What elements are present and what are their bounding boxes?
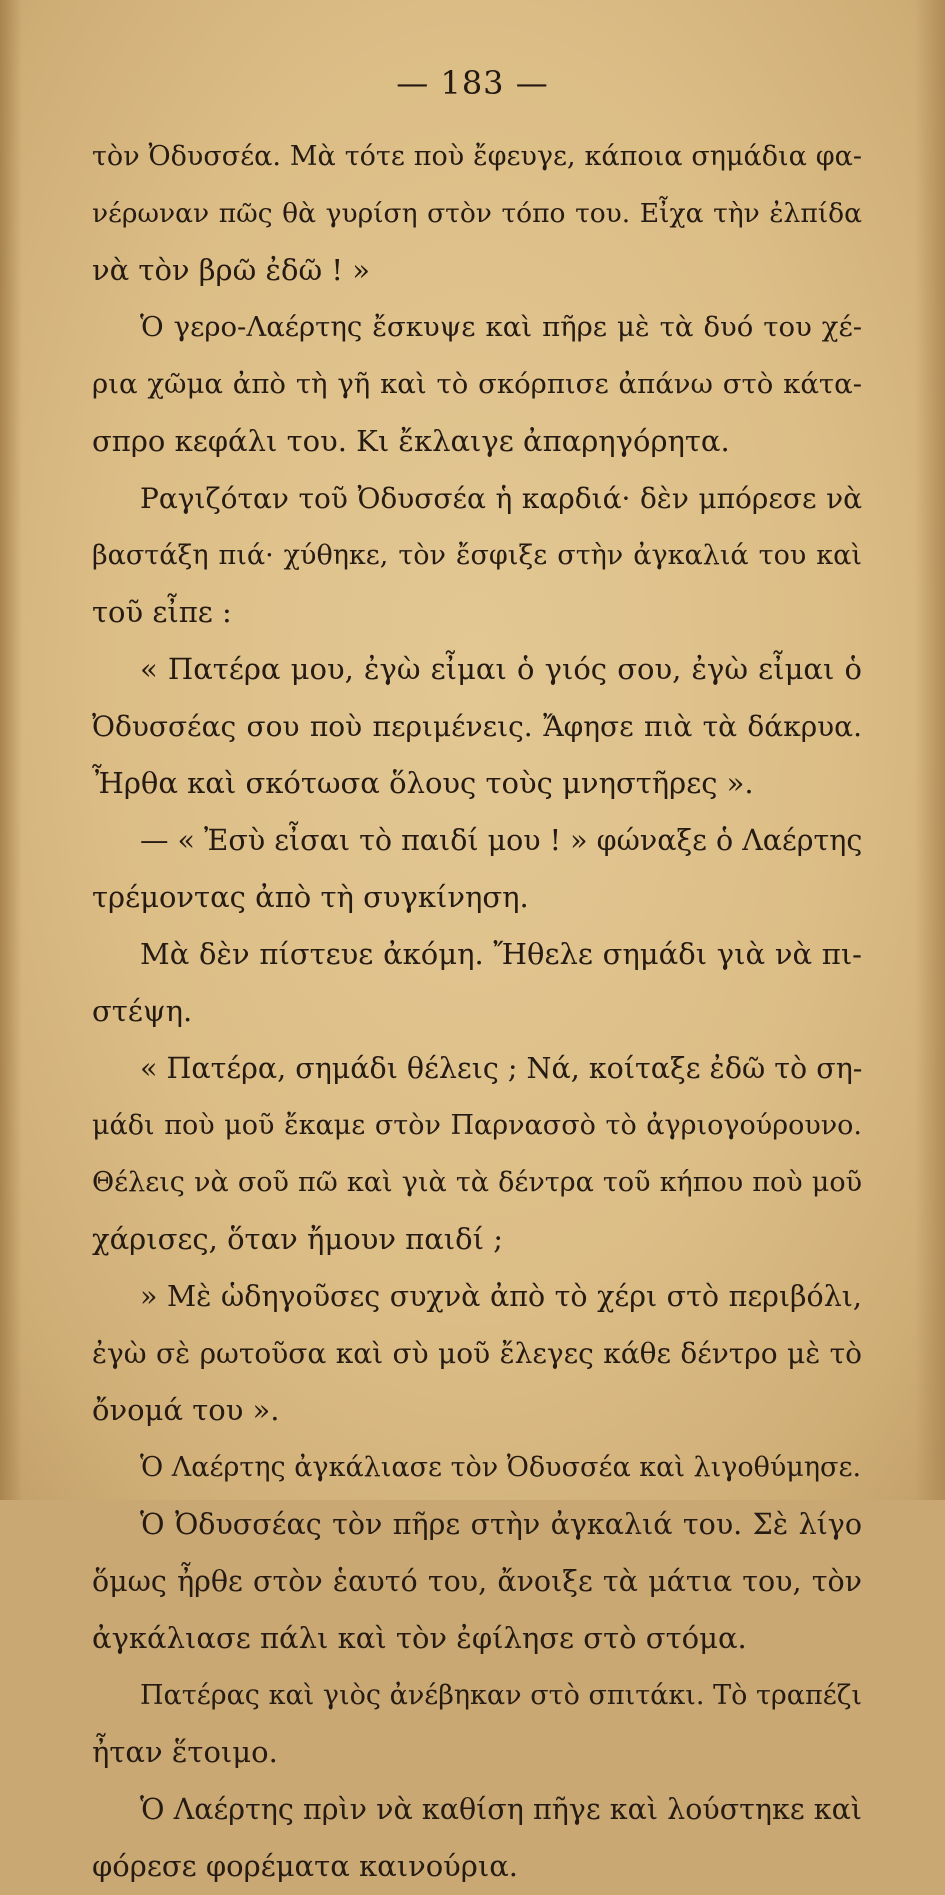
text-line: ἐγὼ σὲ ρωτοῦσα καὶ σὺ μοῦ ἔλεγες κάθε δέντρο μὲ τὸ [92,1337,862,1370]
text-line: νέρωναν πῶς θὰ γυρίση στὸν τόπο του. Εἶχα τὴν ἐλπίδα [92,198,862,229]
text-line: Ραγιζόταν τοῦ Ὀδυσσέα ἡ καρδιά· δὲν μπόρεσε νὰ [140,482,862,515]
text-line: « Πατέρα μου, ἐγὼ εἶμαι ὁ γιός σου, ἐγὼ εἶμαι ὁ [140,652,862,686]
text-line: σπρο κεφάλι του. Κι ἔκλαιγε ἀπαρηγόρητα. [92,424,730,458]
text-line: — « Ἐσὺ εἶσαι τὸ παιδί μου ! » φώναξε ὁ Λαέρτης [140,824,863,857]
text-line: Ἦρθα καὶ σκότωσα ὅλους τοὺς μνηστῆρες ». [92,766,754,800]
text-line: Ὁ Λαέρτης ἀγκάλιασε τὸν Ὀδυσσέα καὶ λιγοθύμησε. [140,1452,862,1483]
text-line: Ὁ Ὀδυσσέας τὸν πῆρε στὴν ἀγκαλιά του. Σὲ λίγο [140,1508,862,1541]
text-line: Μὰ δὲν πίστευε ἀκόμη. Ἤθελε σημάδι γιὰ νὰ πι- [140,937,862,971]
text-line: ρια χῶμα ἀπὸ τὴ γῆ καὶ τὸ σκόρπισε ἀπάνω στὸ κάτα- [92,368,862,400]
text-line: ὄνομά του ». [92,1393,280,1427]
text-line: στέψη. [92,994,193,1028]
text-line: ὅμως ἦρθε στὸν ἑαυτό του, ἄνοιξε τὰ μάτια του, τὸν [92,1565,862,1598]
text-line: ἀγκάλιασε πάλι καὶ τὸν ἐφίλησε στὸ στόμα. [92,1621,747,1655]
text-line: τοῦ εἶπε : [92,595,232,629]
text-line: « Πατέρα, σημάδι θέλεις ; Νά, κοίταξε ἐδῶ τὸ ση- [140,1052,863,1085]
text-line: βαστάξη πιά· χύθηκε, τὸν ἔσφιξε στὴν ἀγκαλιά του καὶ [92,540,862,571]
text-line: Ὁ Λαέρτης πρὶν νὰ καθίση πῆγε καὶ λούστηκε καὶ [140,1793,862,1826]
text-line: τὸν Ὀδυσσέα. Μὰ τότε ποὺ ἔφευγε, κάποια σημάδια φα- [92,141,862,172]
body-text [92,128,862,1895]
text-line: νὰ τὸν βρῶ ἐδῶ ! » [92,253,370,287]
text-line: χάρισες, ὅταν ἤμουν παιδί ; [92,1222,503,1256]
text-line: μάδι ποὺ μοῦ ἔκαμε στὸν Παρνασσὸ τὸ ἀγριογούρουνο. [92,1110,862,1141]
page-number: — 183 — [396,64,549,102]
text-line: ἦταν ἕτοιμο. [92,1735,278,1769]
text-line: Θέλεις νὰ σοῦ πῶ καὶ γιὰ τὰ δέντρα τοῦ κήπου ποὺ μοῦ [92,1167,862,1198]
text-line: τρέμοντας ἀπὸ τὴ συγκίνηση. [92,880,529,914]
text-line: Ὁ γερο-Λαέρτης ἔσκυψε καὶ πῆρε μὲ τὰ δυό του χέ- [140,311,862,343]
text-line: Ὀδυσσέας σου ποὺ περιμένεις. Ἄφησε πιὰ τὰ δάκρυα. [92,710,862,743]
page-edge-shadow-left [0,0,22,1500]
text-line: » Μὲ ὡδηγοῦσες συχνὰ ἀπὸ τὸ χέρι στὸ περιβόλι, [140,1280,862,1313]
text-line: φόρεσε φορέματα καινούρια. [92,1849,519,1883]
page-edge-shadow-right [915,0,945,1500]
text-line: Πατέρας καὶ γιὸς ἀνέβηκαν στὸ σπιτάκι. Τὸ τραπέζι [140,1680,862,1711]
